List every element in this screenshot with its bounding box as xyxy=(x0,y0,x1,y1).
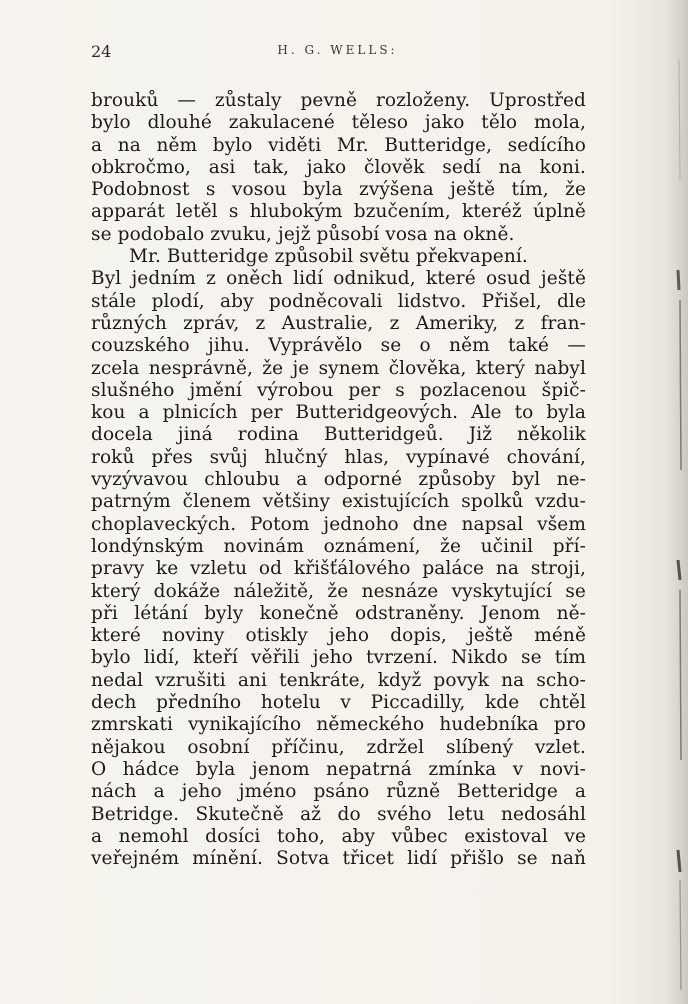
text-line: různých zpráv, z Australie, z Ameriky, z fran- xyxy=(91,312,586,334)
text-line: patrným členem většiny existujících spolků vzdu- xyxy=(91,491,586,513)
text-line: Byl jedním z oněch lidí odnikud, které osud ještě xyxy=(91,268,586,290)
paragraph-start-line: Mr. Butteridge způsobil světu překvapení. xyxy=(129,246,528,268)
text-line: a nemohl dosíci toho, aby vůbec existoval ve xyxy=(91,825,586,847)
text-line: který dokáže náležitě, že nesnáze vyskytující se xyxy=(91,580,586,602)
text-line: Podobnost s vosou byla zvýšena ještě tím, že xyxy=(91,179,586,201)
text-line: Betridge. Skutečně až do svého letu nedosáhl xyxy=(91,803,586,825)
text-line: bylo dlouhé zakulacené těleso jako tělo mola, xyxy=(91,112,586,134)
text-line: zcela nesprávně, že je synem člověka, který nabyl xyxy=(91,357,586,379)
text-line: vyzývavou chloubu a odporné způsoby byl ne- xyxy=(91,469,586,491)
text-line: couzského jihu. Vyprávělo se o něm také — xyxy=(91,335,586,357)
text-line: slušného jmění výrobou per s pozlacenou špič- xyxy=(91,379,586,401)
page-number: 24 xyxy=(91,42,112,61)
text-line: nedal vzrušiti ani tenkráte, když povyk na scho- xyxy=(91,669,586,691)
text-line: nějakou osobní příčinu, zdržel slíbený vzlet. xyxy=(91,736,586,758)
running-head xyxy=(91,42,584,62)
text-line: pravy ke vzletu od křišťálového paláce na stroji, xyxy=(91,558,586,580)
text-line: O hádce byla jenom nepatrná zmínka v novi- xyxy=(91,758,586,780)
binding-thread-marks xyxy=(671,0,685,1004)
text-line: se podobalo zvuku, jejž působí vosa na okně. xyxy=(91,223,515,245)
text-line: stále plodí, aby podněcovali lidstvo. Přišel, dle xyxy=(91,290,586,312)
text-line: londýnským novinám oznámení, že učinil pří- xyxy=(91,535,586,557)
text-line: veřejném mínění. Sotva třicet lidí přišlo se naň xyxy=(91,848,586,870)
text-line: choplaveckých. Potom jednoho dne napsal všem xyxy=(91,513,586,535)
text-line: a na něm bylo viděti Mr. Butteridge, sedícího xyxy=(91,134,586,156)
text-line: docela jiná rodina Butteridgeů. Již několik xyxy=(91,424,586,446)
body-text xyxy=(91,90,586,870)
text-line: obkročmo, asi tak, jako člověk sedí na koni. xyxy=(91,156,586,178)
text-line: kou a plnicích per Butteridgeových. Ale to byla xyxy=(91,402,586,424)
text-line: dech předního hotelu v Piccadilly, kde chtěl xyxy=(91,692,586,714)
text-line: nách a jeho jméno psáno různě Betteridge a xyxy=(91,781,586,803)
text-line: zmrskati vynikajícího německého hudebníka pro xyxy=(91,714,586,736)
text-line: při létání byly konečně odstraněny. Jenom ně- xyxy=(91,602,586,624)
text-line: které noviny otiskly jeho dopis, ještě méně xyxy=(91,625,586,647)
text-line: apparát letěl s hlubokým bzučením, kteréž úplně xyxy=(91,201,586,223)
text-line: bylo lidí, kteří věřili jeho tvrzení. Nikdo se tím xyxy=(91,647,586,669)
running-title: H. G. WELLS: xyxy=(277,43,398,57)
text-line: brouků — zůstaly pevně rozloženy. Uprostřed xyxy=(91,90,586,111)
text-line: roků přes svůj hlučný hlas, vypínavé chování, xyxy=(91,446,586,468)
